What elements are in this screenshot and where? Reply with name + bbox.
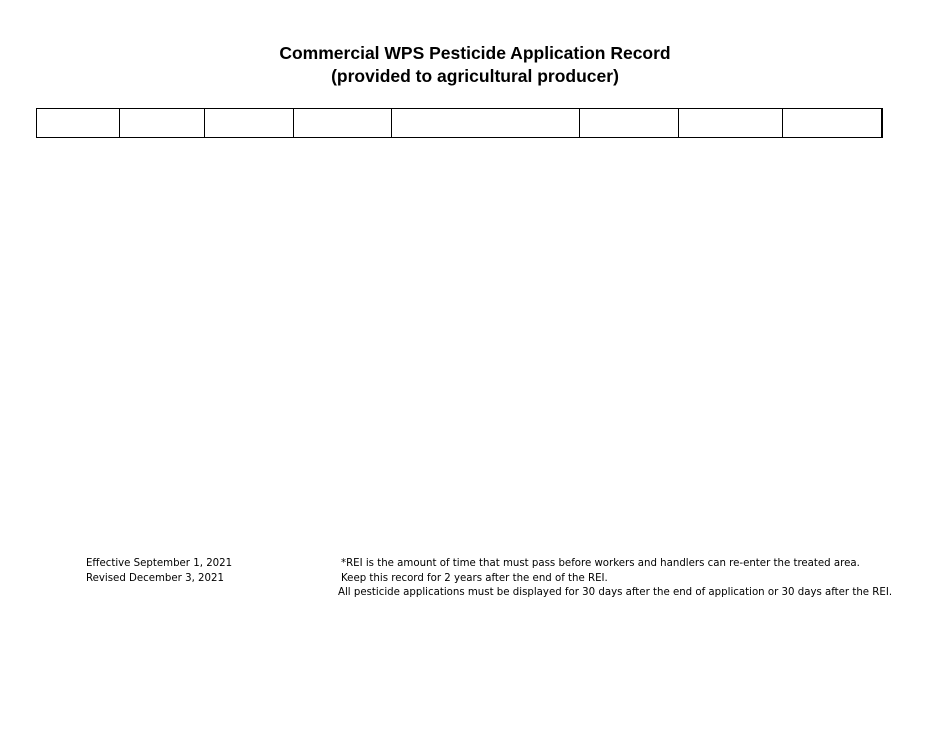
effective-date: Effective September 1, 2021	[86, 558, 233, 569]
retention-note: Keep this record for 2 years after the end of the REI.	[341, 572, 608, 584]
page-title	[0, 42, 950, 88]
rei-note: *REI is the amount of time that must pass before workers and handlers can re-enter the treated area.	[341, 558, 860, 569]
table-cell-5[interactable]	[392, 109, 580, 138]
table-cell-8[interactable]	[783, 109, 882, 138]
table-cell-1[interactable]	[37, 109, 120, 138]
table-cell-4[interactable]	[294, 109, 392, 138]
application-record-table	[36, 108, 883, 138]
title-main: Commercial WPS Pesticide Application Record	[279, 43, 671, 63]
table-row	[37, 109, 882, 138]
table-cell-2[interactable]	[120, 109, 205, 138]
table-cell-7[interactable]	[679, 109, 783, 138]
table-cell-3[interactable]	[205, 109, 294, 138]
title-subtitle: (provided to agricultural producer)	[331, 66, 619, 86]
footer-notes	[338, 557, 892, 601]
display-note: All pesticide applications must be displayed for 30 days after the end of application or 30 days after the REI.	[338, 587, 893, 598]
table-cell-6[interactable]	[580, 109, 679, 138]
revised-date: Revised December 3, 2021	[86, 572, 224, 584]
footer-dates	[86, 557, 232, 586]
